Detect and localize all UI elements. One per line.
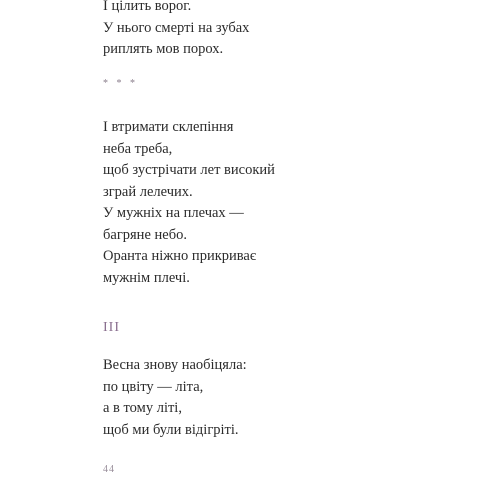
poem-line: багряне небо. <box>103 226 187 243</box>
poem-line: мужнім плечі. <box>103 269 190 286</box>
stanza-1 <box>103 0 249 61</box>
poem-line: У мужніх на плечах — <box>103 205 244 221</box>
page-number: 44 <box>103 464 115 475</box>
section-numeral: ІІІ <box>103 320 120 335</box>
poem-line: щоб ми були відігріті. <box>103 421 239 438</box>
poem-line: риплять мов порох. <box>103 41 224 57</box>
poem-line: У нього смерті на зубах <box>103 19 250 36</box>
poem-line: І цілить ворог. <box>103 0 192 14</box>
stanza-3 <box>103 355 247 441</box>
poem-line: а в тому літі, <box>103 400 182 416</box>
poem-line: Оранта ніжно прикриває <box>103 248 257 264</box>
poem-line: зграй лелечих. <box>103 183 193 200</box>
poem-line: по цвіту — літа, <box>103 378 204 395</box>
poem-line: щоб зустрічати лет високий <box>103 162 275 178</box>
stanza-2 <box>103 117 275 289</box>
poem-line: неба треба, <box>103 140 173 157</box>
stanza-separator: * * * <box>103 78 138 89</box>
poem-line: Весна знову наобіцяла: <box>103 357 247 373</box>
poem-line: І втримати склепіння <box>103 119 234 135</box>
